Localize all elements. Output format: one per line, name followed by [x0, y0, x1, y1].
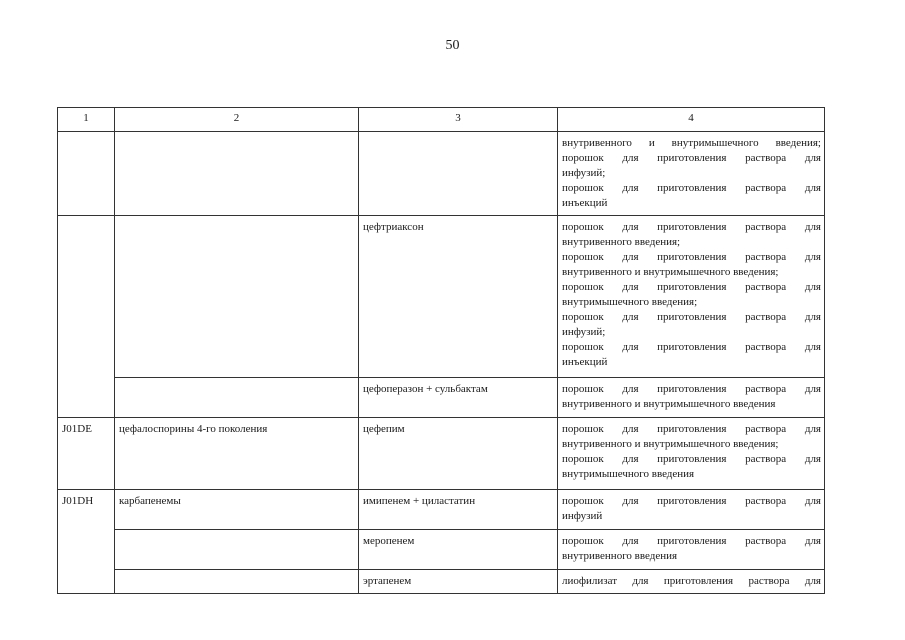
form-line: внутривенного введения; — [562, 236, 681, 248]
form-line: внутримышечного введения; — [562, 296, 698, 308]
header-cell-2: 2 — [115, 108, 359, 132]
form-line: внутримышечного введения — [562, 468, 695, 480]
form-line: порошок для приготовления раствора для — [562, 383, 821, 395]
form-line: инфузий; — [562, 167, 606, 179]
form-line: внутривенного и внутримышечного введения; — [562, 438, 779, 450]
drug-table — [57, 107, 825, 594]
forms-cell — [558, 530, 825, 570]
header-cell-1: 1 — [58, 108, 115, 132]
form-line: порошок для приготовления раствора для — [562, 535, 821, 547]
page-number: 50 — [445, 38, 460, 53]
forms-cell — [558, 490, 825, 530]
form-line: порошок для приготовления раствора для — [562, 251, 821, 263]
forms-cell — [558, 378, 825, 418]
table-row — [58, 570, 825, 594]
form-line: внутривенного и внутримышечного введения; — [562, 266, 779, 278]
form-line: порошок для приготовления раствора для — [562, 341, 821, 353]
header-cell-4: 4 — [558, 108, 825, 132]
drug-cell — [359, 132, 558, 216]
form-line: внутривенного и внутримышечного введения — [562, 398, 776, 410]
table-row — [58, 132, 825, 216]
forms-cell — [558, 216, 825, 378]
form-line: порошок для приготовления раствора для — [562, 221, 821, 233]
form-line: инъекций — [562, 356, 608, 368]
form-line: порошок для приготовления раствора для — [562, 152, 821, 164]
group-cell — [115, 132, 359, 216]
form-line: порошок для приготовления раствора для — [562, 311, 821, 323]
code-cell: J01DH — [58, 490, 115, 594]
table-row — [58, 378, 825, 418]
drug-cell: цефоперазон + сульбактам — [359, 378, 558, 418]
group-cell: карбапенемы — [115, 490, 359, 530]
form-line: порошок для приготовления раствора для — [562, 453, 821, 465]
form-line: внутривенного введения — [562, 550, 678, 562]
table-row — [58, 418, 825, 490]
form-line: инъекций — [562, 197, 608, 209]
group-cell: цефалоспорины 4-го поколения — [115, 418, 359, 490]
drug-cell: имипенем + циластатин — [359, 490, 558, 530]
drug-cell: эртапенем — [359, 570, 558, 594]
code-cell — [58, 132, 115, 216]
form-line: внутривенного и внутримышечного введения; — [562, 137, 821, 149]
group-cell — [115, 216, 359, 378]
group-cell — [115, 530, 359, 570]
form-line: инфузий; — [562, 326, 606, 338]
table-row — [58, 530, 825, 570]
form-line: инфузий — [562, 510, 603, 522]
forms-cell — [558, 132, 825, 216]
form-line: порошок для приготовления раствора для — [562, 182, 821, 194]
form-line: порошок для приготовления раствора для — [562, 423, 821, 435]
code-cell: J01DE — [58, 418, 115, 490]
form-line: порошок для приготовления раствора для — [562, 281, 821, 293]
group-cell — [115, 378, 359, 418]
drug-cell: цефтриаксон — [359, 216, 558, 378]
table-row — [58, 216, 825, 378]
table-header-row — [58, 108, 825, 132]
form-line: лиофилизат для приготовления раствора для — [562, 575, 821, 587]
group-cell — [115, 570, 359, 594]
form-line: порошок для приготовления раствора для — [562, 495, 821, 507]
table-row — [58, 490, 825, 530]
drug-cell: цефепим — [359, 418, 558, 490]
header-cell-3: 3 — [359, 108, 558, 132]
drug-cell: меропенем — [359, 530, 558, 570]
forms-cell — [558, 418, 825, 490]
code-cell — [58, 216, 115, 418]
forms-cell — [558, 570, 825, 594]
